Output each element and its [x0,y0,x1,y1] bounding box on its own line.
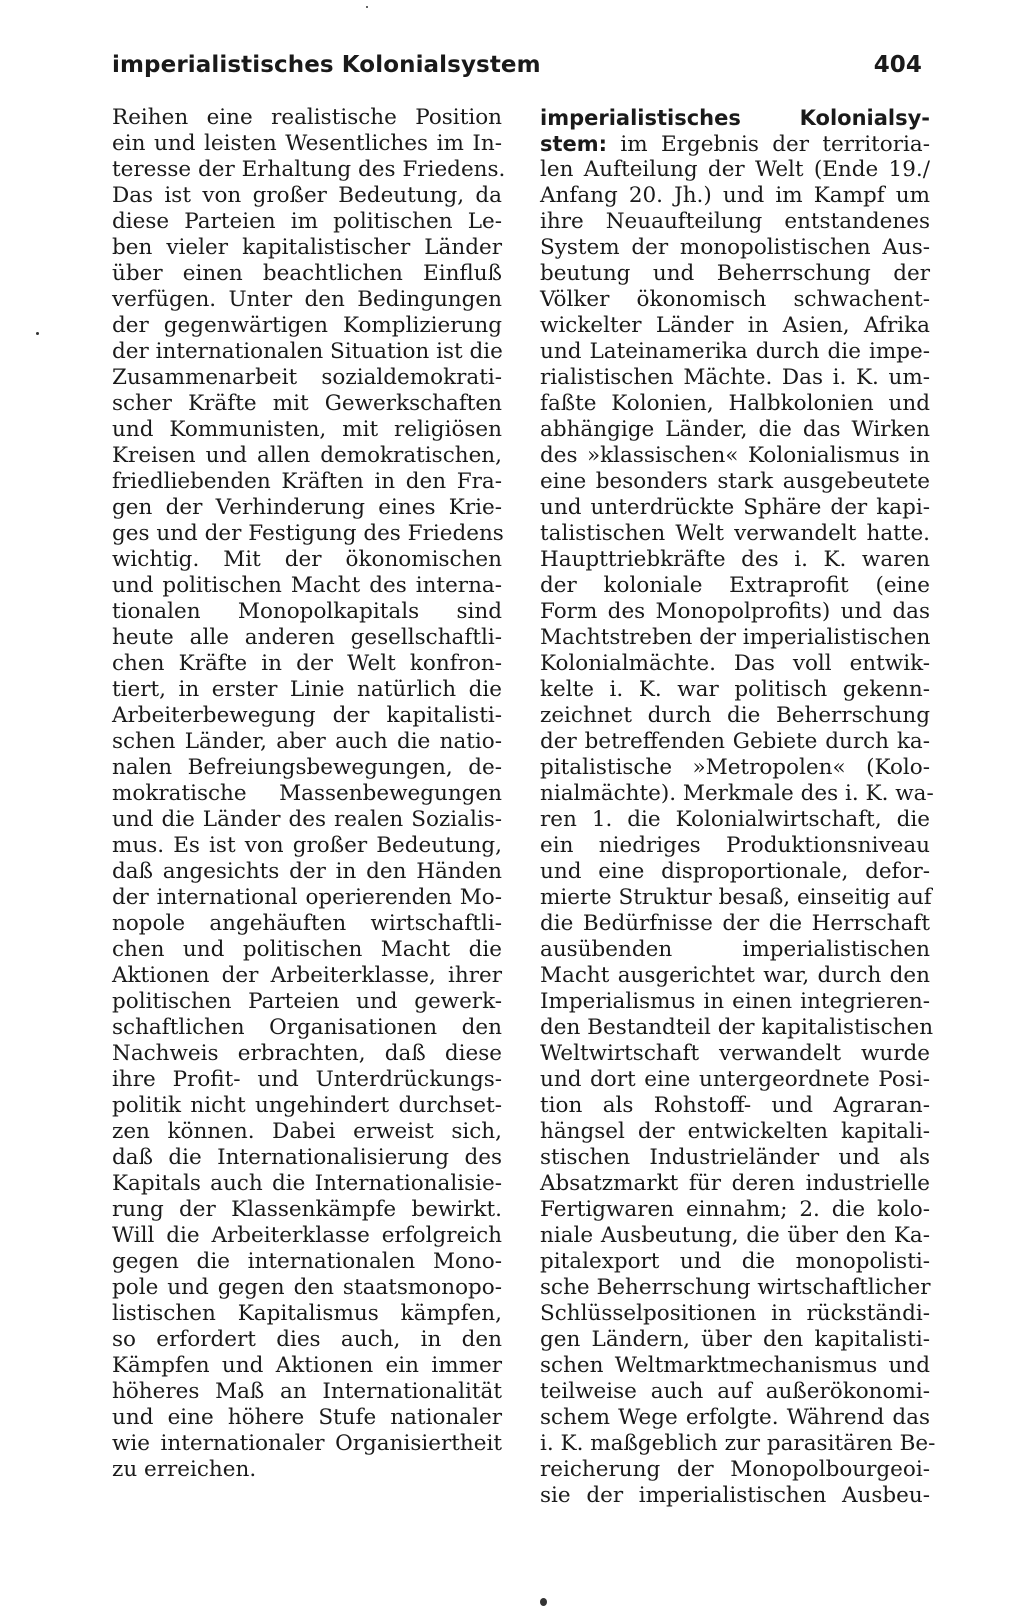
text-line: verfügen. Unter den Bedingungen [112,287,502,312]
text-line: und eine disproportionale, defor- [540,859,930,884]
text-line: der betreffenden Gebiete durch ka- [540,729,930,754]
running-head [112,48,922,88]
text-line: scher Kräfte mit Gewerkschaften [112,391,502,416]
text-line: heute alle anderen gesellschaftli- [112,625,502,650]
text-line: wickelter Länder in Asien, Afrika [540,313,930,338]
text-line: nalen Befreiungsbewegungen, de- [112,755,502,780]
scan-speck [540,1598,547,1606]
text-line: die Bedürfnisse der die Herrschaft [540,911,930,936]
text-line: der international operierenden Mo- [112,885,502,910]
text-line: gen der Verhinderung eines Krie- [112,495,502,520]
headword-line-2 [540,131,930,157]
text-line: listischen Kapitalismus kämpfen, [112,1301,502,1326]
text-line: teilweise auch auf außerökonomi- [540,1379,930,1404]
text-line: daß die Internationalisierung des [112,1145,502,1170]
text-line: System der monopolistischen Aus- [540,235,930,260]
text-line: über einen beachtlichen Einfluß [112,261,502,286]
text-line: Haupttriebkräfte des i. K. waren [540,547,930,572]
text-line: zen können. Dabei erweist sich, [112,1119,502,1144]
text-line: sie der imperialistischen Ausbeu- [540,1483,930,1508]
text-line: pole und gegen den staatsmonopo- [112,1275,502,1300]
text-line: der internationalen Situation ist die [112,339,503,364]
left-column [112,105,506,1483]
text-line: Schlüsselpositionen in rückständi- [540,1301,930,1326]
text-line: und unterdrückte Sphäre der kapi- [540,495,930,520]
text-line: ges und der Festigung des Friedens [112,521,504,546]
text-line: diese Parteien im politischen Le- [112,209,502,234]
text-line: schen Weltmarktmechanismus und [540,1353,930,1378]
text-line: teresse der Erhaltung des Friedens. [112,157,506,182]
text-line: ben vieler kapitalistischer Länder [112,235,502,260]
text-line: Kreisen und allen demokratischen, [112,443,502,468]
text-line: chen und politischen Macht die [112,937,502,962]
text-line: tiert, in erster Linie natürlich die [112,677,502,702]
text-line: Kolonialmächte. Das voll entwik- [540,651,930,676]
text-line: Aktionen der Arbeiterklasse, ihrer [112,963,502,988]
text-line: Absatzmarkt für deren industrielle [540,1171,930,1196]
text-line: schaftlichen Organisationen den [112,1015,502,1040]
text-line: wichtig. Mit der ökonomischen [112,547,502,572]
text-line: Anfang 20. Jh.) und im Kampf um [540,183,930,208]
definition-start: im Ergebnis der territoria- [607,132,930,157]
header-title: imperialistisches Kolonialsystem [112,52,541,78]
text-line: tionalen Monopolkapitals sind [112,599,502,624]
headword-continued: stem: [540,132,608,156]
text-line: stischen Industrieländer und als [540,1145,930,1170]
text-line: Das ist von großer Bedeutung, da [112,183,502,208]
text-line: mierte Struktur besaß, einseitig auf [540,885,932,910]
text-line: talistischen Welt verwandelt hatte. [540,521,930,546]
text-line: eine besonders stark ausgebeutete [540,469,930,494]
text-line: schen Länder, aber auch die natio- [112,729,502,754]
text-line: Nachweis erbrachten, daß diese [112,1041,502,1066]
text-line: pitalistische »Metropolen« (Kolo- [540,755,930,780]
text-line: tion als Rohstoff- und Agraran- [540,1093,930,1118]
text-line: Fertigwaren einnahm; 2. die kolo- [540,1197,930,1222]
headword-line [540,105,930,131]
text-line: kelte i. K. war politisch gekenn- [540,677,930,702]
text-line: reicherung der Monopolbourgeoi- [540,1457,930,1482]
text-line: i. K. maßgeblich zur parasitären Be- [540,1431,936,1456]
text-line: und eine höhere Stufe nationaler [112,1405,502,1430]
text-line: zeichnet durch die Beherrschung [540,703,930,728]
text-line: hängsel der entwickelten kapitali- [540,1119,930,1144]
text-line: beutung und Beherrschung der [540,261,930,286]
text-line: ein und leisten Wesentliches im In- [112,131,502,156]
text-line: Arbeiterbewegung der kapitalisti- [112,703,502,728]
text-line: und politischen Macht des interna- [112,573,502,598]
text-line: wie internationaler Organisiertheit [112,1431,502,1456]
text-line: Reihen eine realistische Position [112,105,502,130]
text-line: ausübenden imperialistischen [540,937,930,962]
text-line: so erfordert dies auch, in den [112,1327,502,1352]
text-line: politischen Parteien und gewerk- [112,989,502,1014]
text-line: Weltwirtschaft verwandelt wurde [540,1041,930,1066]
text-line: Machtstreben der imperialistischen [540,625,931,650]
text-line: des »klassischen« Kolonialismus in [540,443,930,468]
text-line: faßte Kolonien, Halbkolonien und [540,391,930,416]
scan-speck [366,6,368,8]
text-line: chen Kräfte in der Welt konfron- [112,651,502,676]
text-line: politik nicht ungehindert durchset- [112,1093,502,1118]
text-line: mus. Es ist von großer Bedeutung, [112,833,502,858]
text-line: friedliebenden Kräften in den Fra- [112,469,502,494]
text-line: Will die Arbeiterklasse erfolgreich [112,1223,502,1248]
text-line: ihre Profit- und Unterdrückungs- [112,1067,502,1092]
text-line: gen Ländern, über den kapitalisti- [540,1327,930,1352]
text-line: ein niedriges Produktionsniveau [540,833,930,858]
text-line: Kapitals auch die Internationalisie- [112,1171,502,1196]
text-line: und Lateinamerika durch die impe- [540,339,930,364]
text-line: der koloniale Extraprofit (eine [540,573,930,598]
text-line: Kämpfen und Aktionen ein immer [112,1353,502,1378]
text-line: Zusammenarbeit sozialdemokrati- [112,365,502,390]
text-line: nopole angehäuften wirtschaftli- [112,911,502,936]
text-line: daß angesichts der in den Händen [112,859,502,884]
text-line: höheres Maß an Internationalität [112,1379,502,1404]
text-line: den Bestandteil der kapitalistischen [540,1015,934,1040]
text-line: Form des Monopolprofits) und das [540,599,930,624]
text-line: mokratische Massenbewegungen [112,781,502,806]
text-line: Völker ökonomisch schwachent- [540,287,930,312]
text-line: abhängige Länder, die das Wirken [540,417,930,442]
text-line: Macht ausgerichtet war, durch den [540,963,930,988]
scan-speck [36,332,39,335]
text-line: rung der Klassenkämpfe bewirkt. [112,1197,502,1222]
text-line: und dort eine untergeordnete Posi- [540,1067,930,1092]
text-line: len Aufteilung der Welt (Ende 19./ [540,157,930,182]
text-line: schem Wege erfolgte. Während das [540,1405,930,1430]
text-line: und die Länder des realen Sozialis- [112,807,502,832]
text-line: rialistischen Mächte. Das i. K. um- [540,365,930,390]
text-line: der gegenwärtigen Komplizierung [112,313,502,338]
text-line: pitalexport und die monopolisti- [540,1249,930,1274]
page-number: 404 [873,52,922,78]
text-line: zu erreichen. [112,1457,257,1482]
right-column [540,105,936,1509]
text-line: ihre Neuaufteilung entstandenes [540,209,930,234]
headword: imperialistisches Kolonialsy- [540,106,930,130]
text-line: nialmächte). Merkmale des i. K. wa- [540,781,934,806]
text-line: niale Ausbeutung, die über den Ka- [540,1223,930,1248]
text-line: ren 1. die Kolonialwirtschaft, die [540,807,930,832]
text-line: sche Beherrschung wirtschaftlicher [540,1275,931,1300]
text-line: gegen die internationalen Mono- [112,1249,502,1274]
text-line: Imperialismus in einen integrieren- [540,989,930,1014]
text-line: und Kommunisten, mit religiösen [112,417,502,442]
